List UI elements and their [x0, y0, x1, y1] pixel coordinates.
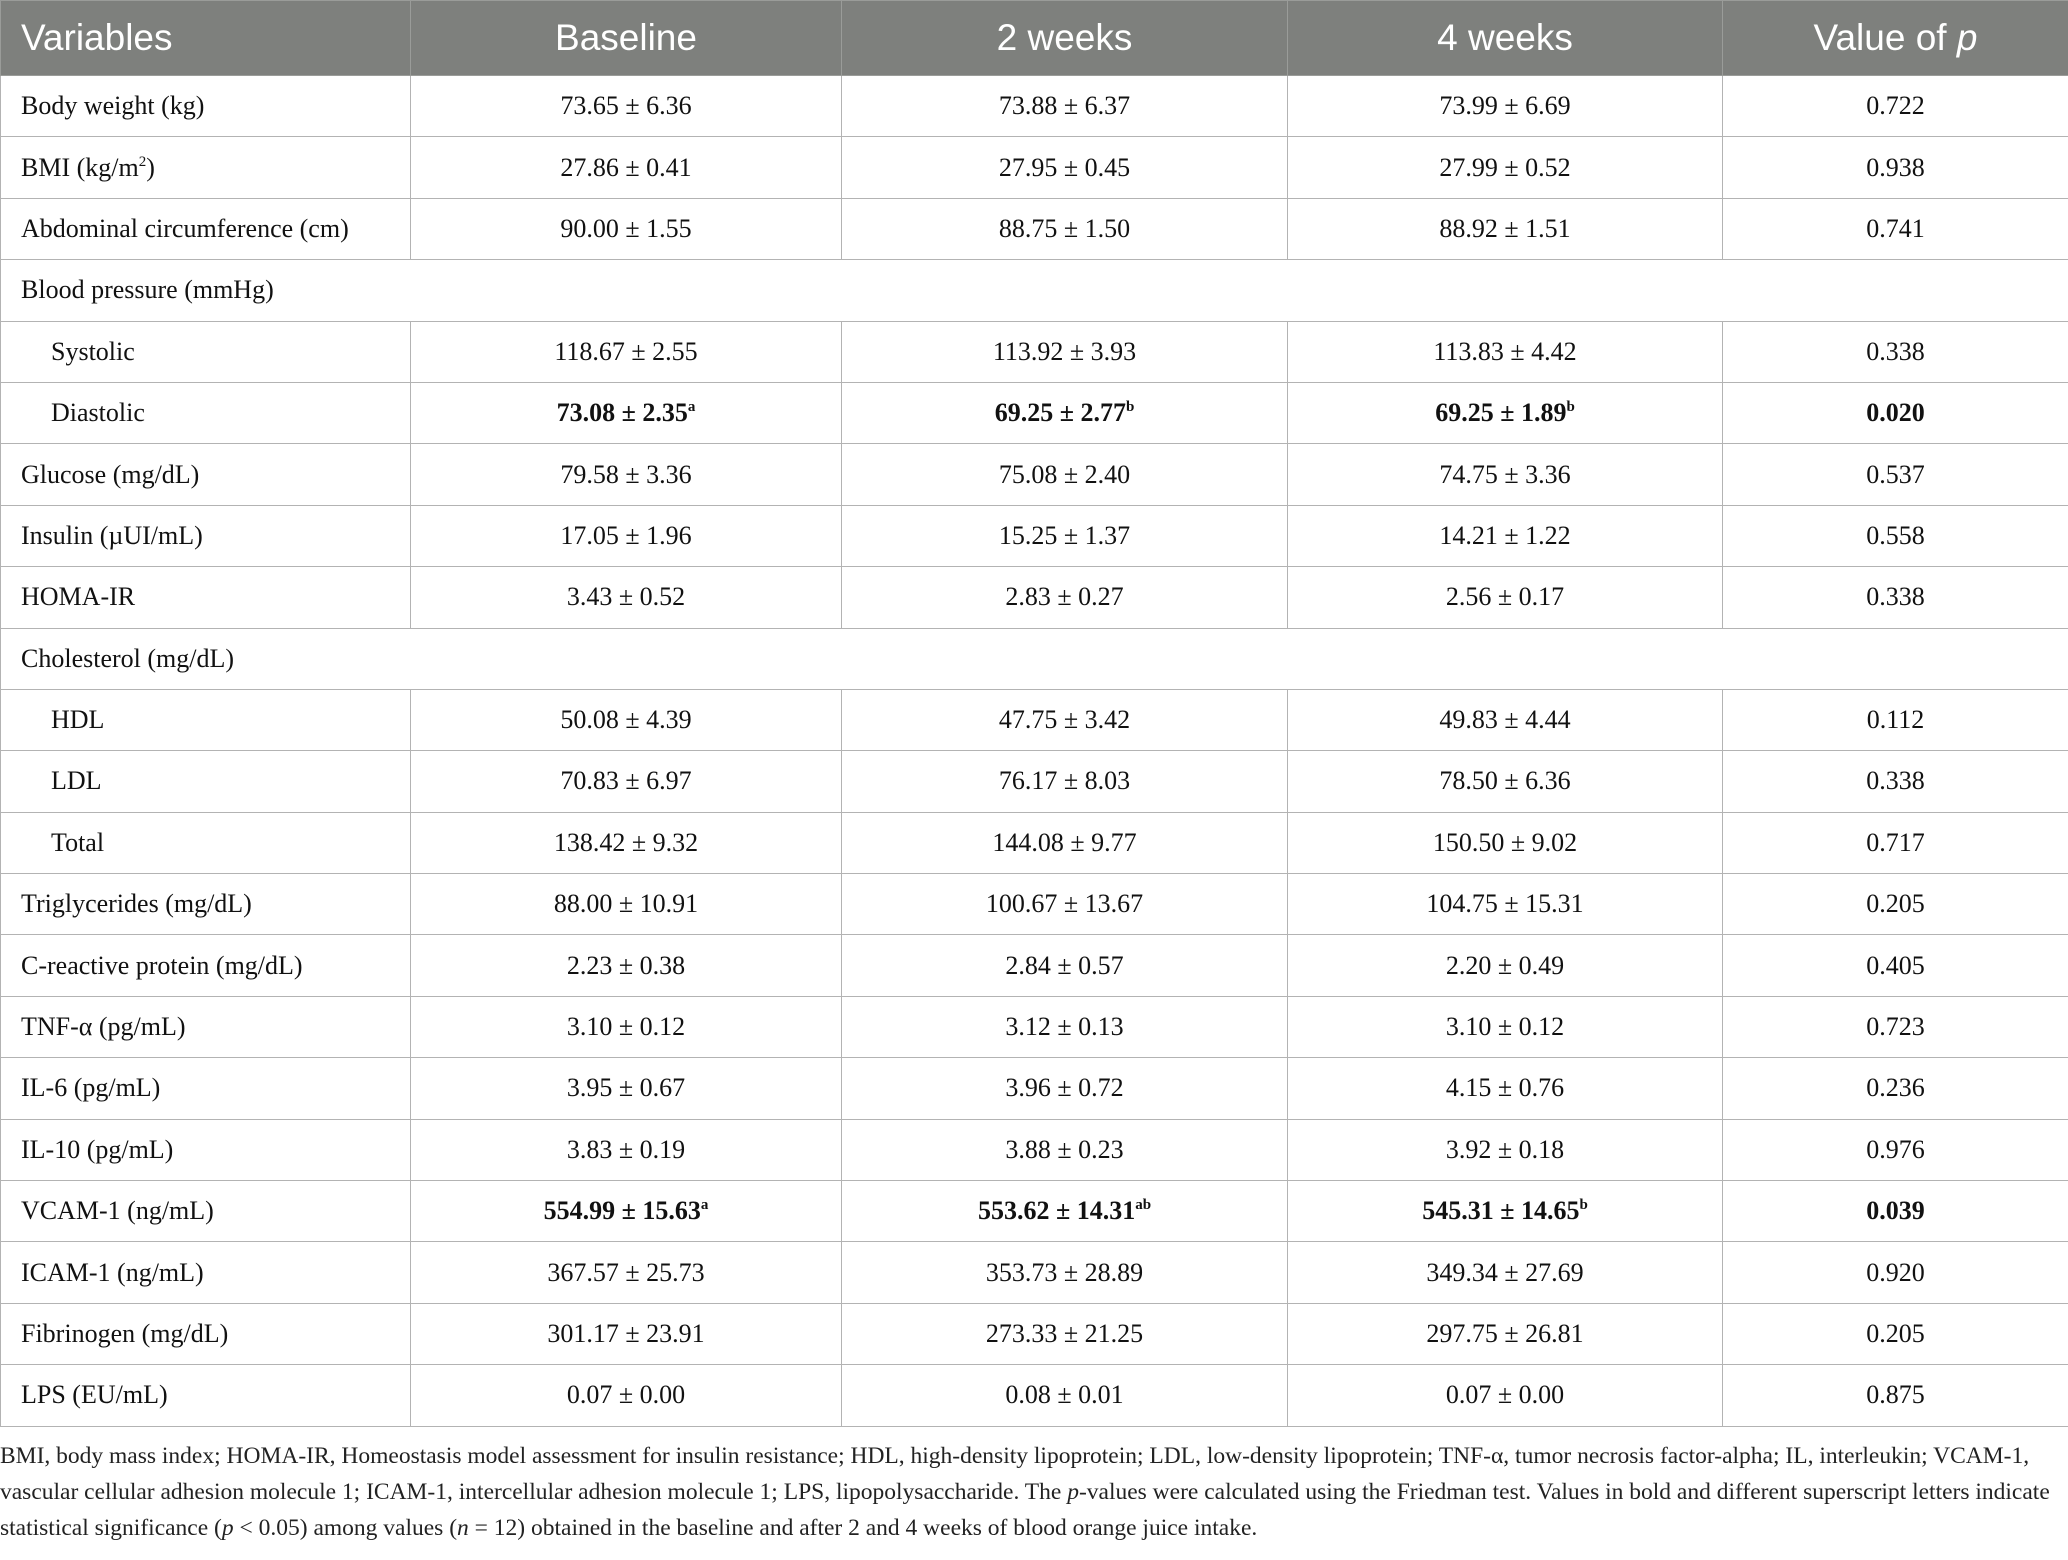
week2-cell-value: 100.67 ± 13.67 — [985, 889, 1144, 919]
week2-cell-value: 353.73 ± 28.89 — [985, 1257, 1144, 1287]
baseline-cell — [411, 1242, 842, 1303]
baseline-cell — [411, 444, 842, 505]
week2-cell-value: 2.83 ± 0.27 — [1005, 582, 1124, 612]
baseline-cell — [411, 321, 842, 382]
week2-cell-value: 69.25 ± 2.77 — [994, 398, 1126, 428]
table-row — [1, 689, 2068, 750]
week4-cell — [1288, 198, 1723, 259]
week2-cell-value: 273.33 ± 21.25 — [985, 1319, 1144, 1348]
variable-label: HDL — [51, 705, 105, 735]
week2-cell — [842, 198, 1288, 259]
p-value-cell — [1723, 751, 2068, 812]
p-value-cell — [1723, 1303, 2068, 1364]
week2-cell — [842, 1058, 1288, 1119]
week4-cell-value: 113.83 ± 4.42 — [1433, 336, 1577, 366]
week2-cell-value: 47.75 ± 3.42 — [998, 705, 1131, 735]
baseline-cell — [411, 1365, 842, 1426]
p-value-cell-value: 0.723 — [1866, 1012, 1925, 1042]
week2-cell-value: 144.08 ± 9.77 — [992, 827, 1137, 857]
p-value-cell-value: 0.537 — [1866, 459, 1925, 489]
baseline-cell-value: 0.07 ± 0.00 — [566, 1380, 686, 1410]
variable-label: Cholesterol (mg/dL) — [21, 643, 235, 673]
variable-label: Systolic — [51, 336, 135, 366]
p-value-cell-value: 0.205 — [1866, 889, 1925, 919]
variable-cell — [1, 321, 411, 382]
table-row — [1, 1365, 2068, 1426]
variable-label-tail: ) — [146, 152, 155, 182]
table-header-row — [1, 1, 2068, 76]
baseline-cell-value: 2.23 ± 0.38 — [566, 950, 686, 980]
baseline-cell — [411, 1303, 842, 1364]
baseline-cell-value: 3.43 ± 0.52 — [566, 582, 686, 612]
variable-cell — [1, 689, 411, 750]
table-body — [1, 76, 2068, 1427]
p-value-cell-value: 0.112 — [1866, 705, 1925, 735]
baseline-cell-value: 3.10 ± 0.12 — [566, 1012, 686, 1042]
variable-superscript: 2 — [138, 153, 147, 170]
week2-cell — [842, 751, 1288, 812]
variable-cell — [1, 751, 411, 812]
week2-cell-value: 2.84 ± 0.57 — [1005, 950, 1124, 980]
baseline-cell — [411, 751, 842, 812]
baseline-cell-value: 73.08 ± 2.35 — [556, 398, 688, 428]
p-value-cell — [1723, 1058, 2068, 1119]
p-value-cell-value: 0.405 — [1866, 950, 1925, 980]
variable-cell — [1, 874, 411, 935]
variable-cell — [1, 1181, 411, 1242]
baseline-cell — [411, 382, 842, 443]
table-row — [1, 751, 2068, 812]
variable-cell — [1, 260, 2068, 321]
week2-cell — [842, 996, 1288, 1057]
variable-label: IL-10 (pg/mL) — [21, 1134, 174, 1164]
week4-cell — [1288, 1365, 1723, 1426]
week4-cell-value: 545.31 ± 14.65 — [1422, 1196, 1580, 1226]
footnote-text-1: BMI, body mass index; HOMA-IR, Homeostasis model assessment for insulin resistance; HDL, high-density lipoprotein; LDL, low-density lipoprotein; TNF-α, tumor necrosis factor-alpha; IL, interleukin; VCAM-1, vascular cellular adhesion molecule 1; ICAM-1, intercellular adhesion molecule 1; LPS, lipopolysaccharide. The — [0, 1443, 2030, 1505]
variable-cell — [1, 444, 411, 505]
header-p-value-prefix: Value of — [1813, 17, 1947, 58]
baseline-cell-value: 79.58 ± 3.36 — [560, 459, 692, 489]
baseline-cell-value: 3.95 ± 0.67 — [566, 1073, 686, 1103]
week4-cell-value: 3.92 ± 0.18 — [1445, 1134, 1565, 1164]
variable-label: LPS (EU/mL) — [21, 1380, 168, 1410]
baseline-cell-value: 88.00 ± 10.91 — [553, 889, 699, 919]
week4-cell — [1288, 996, 1723, 1057]
baseline-cell — [411, 1181, 842, 1242]
p-value-cell-value: 0.338 — [1866, 582, 1925, 612]
week2-cell — [842, 137, 1288, 198]
week4-cell — [1288, 444, 1723, 505]
week4-cell — [1288, 76, 1723, 137]
week4-cell — [1288, 689, 1723, 750]
p-value-cell — [1723, 567, 2068, 628]
p-value-cell-value: 0.920 — [1866, 1257, 1925, 1287]
variable-cell — [1, 1242, 411, 1303]
p-value-cell — [1723, 874, 2068, 935]
baseline-cell — [411, 198, 842, 259]
week2-cell — [842, 1242, 1288, 1303]
baseline-cell — [411, 996, 842, 1057]
baseline-cell — [411, 1119, 842, 1180]
variable-label: TNF-α (pg/mL) — [21, 1012, 186, 1042]
variable-label: IL-6 (pg/mL) — [21, 1073, 161, 1103]
week4-cell — [1288, 935, 1723, 996]
table-row — [1, 137, 2068, 198]
week2-cell — [842, 444, 1288, 505]
significance-superscript: a — [700, 1197, 709, 1214]
week4-cell-value: 73.99 ± 6.69 — [1439, 91, 1571, 121]
baseline-cell — [411, 812, 842, 873]
week4-cell — [1288, 321, 1723, 382]
week2-cell — [842, 567, 1288, 628]
week2-cell — [842, 935, 1288, 996]
baseline-cell — [411, 874, 842, 935]
week4-cell-value: 69.25 ± 1.89 — [1435, 398, 1567, 428]
p-value-cell — [1723, 76, 2068, 137]
week2-cell — [842, 505, 1288, 566]
baseline-cell-value: 90.00 ± 1.55 — [560, 213, 692, 243]
baseline-cell-value: 73.65 ± 6.36 — [560, 91, 692, 121]
footnote-p-2: p — [221, 1515, 234, 1541]
p-value-cell — [1723, 689, 2068, 750]
p-value-cell-value: 0.039 — [1866, 1196, 1925, 1226]
baseline-cell-value: 138.42 ± 9.32 — [553, 827, 699, 857]
baseline-cell-value: 301.17 ± 23.91 — [547, 1319, 705, 1348]
week4-cell-value: 49.83 ± 4.44 — [1439, 705, 1571, 735]
week4-cell-value: 3.10 ± 0.12 — [1445, 1012, 1565, 1042]
baseline-cell — [411, 76, 842, 137]
footnote-n: n — [457, 1515, 469, 1541]
week4-cell — [1288, 1242, 1723, 1303]
week4-cell-value: 297.75 ± 26.81 — [1426, 1319, 1584, 1348]
variable-label: C-reactive protein (mg/dL) — [21, 950, 303, 980]
table-row — [1, 1242, 2068, 1303]
week2-cell — [842, 76, 1288, 137]
week2-cell — [842, 1365, 1288, 1426]
significance-superscript: b — [1566, 399, 1575, 416]
week2-cell-value: 3.96 ± 0.72 — [1005, 1073, 1124, 1103]
table-row — [1, 76, 2068, 137]
p-value-cell — [1723, 444, 2068, 505]
significance-superscript: ab — [1135, 1197, 1152, 1214]
baseline-cell — [411, 505, 842, 566]
header-2-weeks: 2 weeks — [842, 1, 1288, 76]
week2-cell-value: 3.88 ± 0.23 — [1005, 1134, 1124, 1164]
p-value-cell-value: 0.205 — [1866, 1319, 1925, 1348]
baseline-cell-value: 554.99 ± 15.63 — [543, 1196, 701, 1226]
variable-cell — [1, 505, 411, 566]
header-p-symbol: p — [1956, 17, 1978, 58]
variable-cell — [1, 1303, 411, 1364]
table-row — [1, 567, 2068, 628]
week2-cell-value: 27.95 ± 0.45 — [998, 152, 1131, 182]
p-value-cell-value: 0.938 — [1866, 152, 1925, 182]
variable-label: VCAM-1 (ng/mL) — [21, 1196, 214, 1226]
table-row — [1, 198, 2068, 259]
week2-cell — [842, 874, 1288, 935]
baseline-cell — [411, 1058, 842, 1119]
variable-label: LDL — [51, 766, 102, 796]
variable-cell — [1, 382, 411, 443]
table-row — [1, 382, 2068, 443]
baseline-cell-value: 3.83 ± 0.19 — [566, 1134, 686, 1164]
week2-cell — [842, 1181, 1288, 1242]
significance-superscript: b — [1579, 1197, 1588, 1214]
week2-cell-value: 0.08 ± 0.01 — [1005, 1380, 1124, 1410]
variable-label: ICAM-1 (ng/mL) — [21, 1257, 204, 1287]
p-value-cell — [1723, 1181, 2068, 1242]
variable-cell — [1, 996, 411, 1057]
variable-cell — [1, 935, 411, 996]
p-value-cell-value: 0.338 — [1866, 336, 1925, 366]
week2-cell-value: 15.25 ± 1.37 — [998, 520, 1131, 550]
week4-cell-value: 2.20 ± 0.49 — [1445, 950, 1565, 980]
baseline-cell — [411, 567, 842, 628]
p-value-cell — [1723, 321, 2068, 382]
variable-label: Body weight (kg) — [21, 91, 205, 121]
variable-label: Glucose (mg/dL) — [21, 459, 200, 489]
week4-cell — [1288, 1303, 1723, 1364]
baseline-cell — [411, 935, 842, 996]
baseline-cell-value: 70.83 ± 6.97 — [560, 766, 692, 796]
p-value-cell — [1723, 1119, 2068, 1180]
baseline-cell — [411, 137, 842, 198]
table-row — [1, 1058, 2068, 1119]
p-value-cell — [1723, 505, 2068, 566]
p-value-cell — [1723, 1242, 2068, 1303]
baseline-cell-value: 367.57 ± 25.73 — [547, 1257, 705, 1287]
p-value-cell — [1723, 137, 2068, 198]
header-variables: Variables — [1, 1, 411, 76]
week2-cell-value: 3.12 ± 0.13 — [1005, 1012, 1124, 1042]
week2-cell — [842, 321, 1288, 382]
table-row — [1, 935, 2068, 996]
footnote-p-1: p — [1067, 1479, 1079, 1505]
variable-cell — [1, 1365, 411, 1426]
p-value-cell-value: 0.236 — [1866, 1073, 1925, 1103]
week2-cell-value: 553.62 ± 14.31 — [977, 1196, 1136, 1226]
p-value-cell — [1723, 198, 2068, 259]
week4-cell-value: 2.56 ± 0.17 — [1445, 582, 1565, 612]
table-footnote — [0, 1438, 2050, 1546]
variable-cell — [1, 1119, 411, 1180]
variable-label: Diastolic — [51, 398, 145, 428]
baseline-cell-value: 118.67 ± 2.55 — [554, 336, 698, 366]
footnote-text-2: -values were calculated using the Friedman test. Values in bold and different superscript letters indicate statistical significance ( — [0, 1479, 2050, 1541]
p-value-cell-value: 0.722 — [1866, 91, 1925, 121]
week2-cell — [842, 1303, 1288, 1364]
variable-label: Abdominal circumference (cm) — [21, 213, 349, 243]
week4-cell — [1288, 137, 1723, 198]
variable-label: Total — [51, 827, 105, 857]
week4-cell-value: 0.07 ± 0.00 — [1445, 1380, 1565, 1410]
variable-label: Triglycerides (mg/dL) — [21, 889, 252, 919]
week4-cell — [1288, 1181, 1723, 1242]
table-row — [1, 1181, 2068, 1242]
variable-label: BMI (kg/m — [21, 152, 139, 182]
table-row — [1, 260, 2068, 321]
week2-cell-value: 73.88 ± 6.37 — [998, 91, 1131, 121]
table-row — [1, 812, 2068, 873]
week2-cell — [842, 812, 1288, 873]
week2-cell — [842, 689, 1288, 750]
week4-cell-value: 74.75 ± 3.36 — [1439, 459, 1571, 489]
table-row — [1, 874, 2068, 935]
p-value-cell-value: 0.558 — [1866, 520, 1925, 550]
table-row — [1, 1119, 2068, 1180]
variable-cell — [1, 76, 411, 137]
p-value-cell-value: 0.875 — [1866, 1380, 1925, 1410]
week2-cell — [842, 1119, 1288, 1180]
week2-cell — [842, 382, 1288, 443]
week4-cell-value: 78.50 ± 6.36 — [1439, 766, 1571, 796]
week4-cell — [1288, 874, 1723, 935]
footnote-text-3: < 0.05) among values ( — [233, 1515, 458, 1541]
table-row — [1, 628, 2068, 689]
header-p-value — [1723, 1, 2068, 76]
header-4-weeks: 4 weeks — [1288, 1, 1723, 76]
week2-cell-value: 88.75 ± 1.50 — [998, 213, 1131, 243]
baseline-cell-value: 27.86 ± 0.41 — [560, 152, 692, 182]
week2-cell-value: 75.08 ± 2.40 — [998, 459, 1131, 489]
variable-label: Blood pressure (mmHg) — [21, 275, 274, 305]
variable-cell — [1, 1058, 411, 1119]
variable-cell — [1, 567, 411, 628]
variable-label: Fibrinogen (mg/dL) — [21, 1319, 229, 1348]
footnote-text-4: = 12) obtained in the baseline and after 2 and 4 weeks of blood orange juice intake. — [468, 1515, 1258, 1541]
variable-cell — [1, 812, 411, 873]
week4-cell-value: 14.21 ± 1.22 — [1439, 520, 1571, 550]
p-value-cell — [1723, 996, 2068, 1057]
p-value-cell — [1723, 935, 2068, 996]
table-row — [1, 505, 2068, 566]
week4-cell — [1288, 382, 1723, 443]
week2-cell-value: 76.17 ± 8.03 — [998, 766, 1131, 796]
week4-cell — [1288, 505, 1723, 566]
week4-cell — [1288, 1058, 1723, 1119]
table-row — [1, 321, 2068, 382]
week4-cell — [1288, 567, 1723, 628]
table-row — [1, 1303, 2068, 1364]
p-value-cell-value: 0.717 — [1866, 827, 1925, 857]
baseline-cell-value: 50.08 ± 4.39 — [560, 705, 692, 735]
header-baseline: Baseline — [411, 1, 842, 76]
p-value-cell-value: 0.976 — [1866, 1134, 1925, 1164]
variable-label: HOMA-IR — [21, 582, 136, 612]
significance-superscript: a — [687, 399, 696, 416]
week4-cell-value: 4.15 ± 0.76 — [1445, 1073, 1565, 1103]
week2-cell-value: 113.92 ± 3.93 — [992, 336, 1137, 366]
p-value-cell — [1723, 382, 2068, 443]
variable-cell — [1, 198, 411, 259]
week4-cell-value: 150.50 ± 9.02 — [1432, 827, 1578, 857]
week4-cell — [1288, 1119, 1723, 1180]
p-value-cell — [1723, 1365, 2068, 1426]
week4-cell — [1288, 751, 1723, 812]
table-row — [1, 444, 2068, 505]
week4-cell-value: 88.92 ± 1.51 — [1439, 213, 1571, 243]
significance-superscript: b — [1125, 399, 1135, 416]
p-value-cell-value: 0.020 — [1866, 398, 1925, 428]
p-value-cell-value: 0.338 — [1866, 766, 1925, 796]
p-value-cell-value: 0.741 — [1866, 213, 1925, 243]
baseline-cell-value: 17.05 ± 1.96 — [560, 520, 692, 550]
week4-cell-value: 104.75 ± 15.31 — [1426, 889, 1584, 919]
variable-label: Insulin (µUI/mL) — [21, 520, 203, 550]
p-value-cell — [1723, 812, 2068, 873]
baseline-cell — [411, 689, 842, 750]
week4-cell-value: 27.99 ± 0.52 — [1439, 152, 1571, 182]
table-row — [1, 996, 2068, 1057]
variable-cell — [1, 628, 2068, 689]
week4-cell-value: 349.34 ± 27.69 — [1426, 1257, 1584, 1287]
variable-cell — [1, 137, 411, 198]
week4-cell — [1288, 812, 1723, 873]
